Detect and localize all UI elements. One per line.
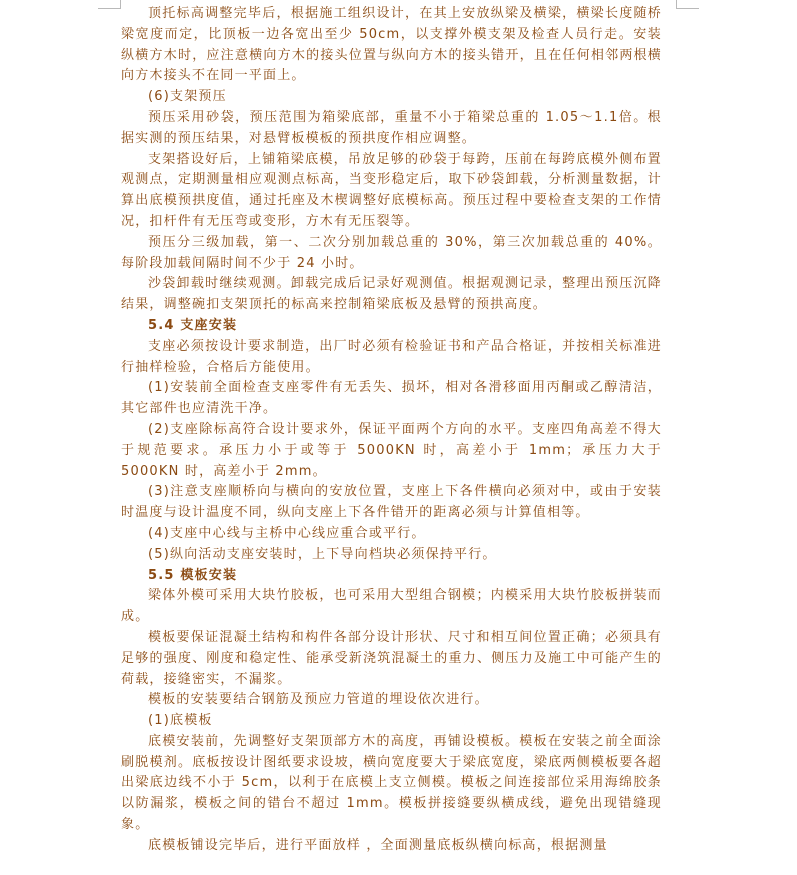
paragraph: 模板的安装要结合钢筋及预应力管道的埋设依次进行。	[148, 692, 489, 708]
paragraph: (1)安装前全面检查支座零件有无丢失、损坏，相对各滑移面用丙酮或乙醇清洁，其它部件也应清洗干净。	[121, 380, 662, 417]
paragraph: 顶托标高调整完毕后，根据施工组织设计，在其上安放纵梁及横梁，横梁长度随桥梁宽度而定，比顶板一边各宽出至少 50cm，以支撑外模支架及检查人员行走。安装纵横方木时，应注意横向方木的接头位置与纵向方木的接头错开，且在任何相邻两根横向方木接头不在同一平面上。	[121, 6, 662, 84]
paragraph: 沙袋卸载时继续观测。卸载完成后记录好观测值。根据观测记录，整理出预压沉降结果，调整碗扣支架顶托的标高来控制箱梁底板及悬臂的预拱高度。	[121, 276, 662, 313]
section-heading: 5.5 模板安装	[148, 567, 238, 583]
paragraph: 梁体外模可采用大块竹胶板，也可采用大型组合钢模；内模采用大块竹胶板拼装而成。	[121, 588, 662, 625]
document-body	[121, 4, 662, 857]
paragraph: 底模安装前，先调整好支架顶部方木的高度，再铺设模板。模板在安装之前全面涂刷脱模剂。底板按设计图纸要求设坡，横向宽度要大于梁底宽度，梁底两侧模板要各超出梁底边线不小于 5cm，以利于在底模上支立侧模。模板之间连接部位采用海绵胶条以防漏浆，模板之间的错台不超过 1mm。模板拼接缝要纵横成线，避免出现错缝现象。	[121, 733, 662, 833]
paragraph: 模板要保证混凝土结构和构件各部分设计形状、尺寸和相互间位置正确；必须具有足够的强度、刚度和稳定性、能承受新浇筑混凝土的重力、侧压力及施工中可能产生的荷载，接缝密实，不漏浆。	[121, 629, 662, 687]
paragraph: (5)纵向活动支座安装时，上下导向档块必须保持平行。	[148, 546, 497, 562]
paragraph: (6)支架预压	[148, 89, 227, 105]
paragraph: (2)支座除标高符合设计要求外，保证平面两个方向的水平。支座四角高差不得大于规范要求。承压力小于或等于 5000KN 时，高差小于 1mm；承压力大于 5000KN 时，高差小于 2mm。	[121, 421, 662, 479]
paragraph: (1)底模板	[148, 713, 213, 729]
paragraph: (3)注意支座顺桥向与横向的安放位置，支座上下各件横向必须对中，或由于安装时温度与设计温度不同，纵向支座上下各件错开的距离必须与计算值相等。	[121, 484, 662, 521]
paragraph: 支座必须按设计要求制造，出厂时必须有检验证书和产品合格证，并按相关标准进行抽样检验，合格后方能使用。	[121, 338, 662, 375]
section-heading: 5.4 支座安装	[148, 317, 238, 333]
paragraph: (4)支座中心线与主桥中心线应重合或平行。	[148, 525, 426, 541]
paragraph: 支架搭设好后，上铺箱梁底模，吊放足够的砂袋于每跨，压前在每跨底模外侧布置观测点，定期测量相应观测点标高，当变形稳定后，取下砂袋卸载，分析测量数据，计算出底模预拱度值，通过托座及木楔调整好底模标高。预压过程中要检查支架的工作情况，扣杆件有无压弯或变形，方木有无压裂等。	[121, 151, 662, 229]
page-corner-marker-left	[98, 0, 121, 9]
paragraph: 底模板铺设完毕后，进行平面放样 ，全面测量底板纵横向标高，根据测量	[148, 837, 608, 853]
paragraph: 预压分三级加载，第一、二次分别加载总重的 30%，第三次加载总重的 40%。每阶段加载间隔时间不少于 24 小时。	[121, 234, 662, 271]
page-corner-marker-right	[676, 0, 699, 9]
paragraph: 预压采用砂袋，预压范围为箱梁底部，重量不小于箱梁总重的 1.05～1.1倍。根据实测的预压结果，对悬臂板模板的预拱度作相应调整。	[121, 109, 662, 146]
